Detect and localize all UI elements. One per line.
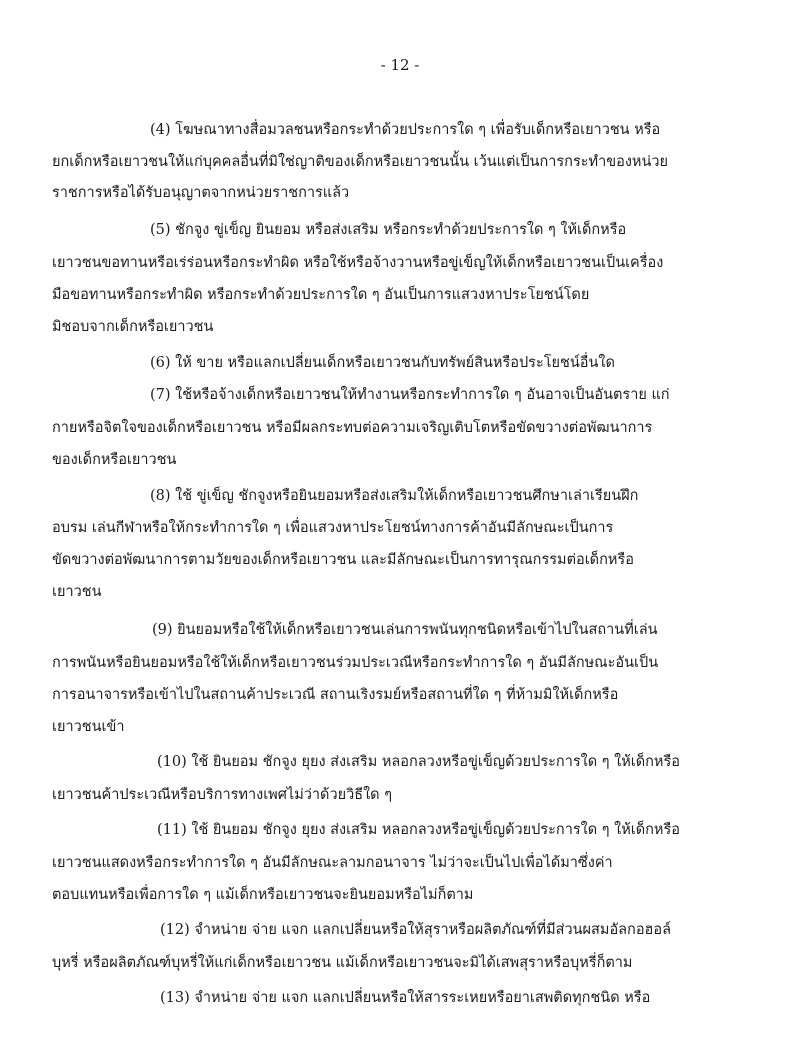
text-line: ตอบแทนหรือเพื่อการใด ๆ แม้เด็กหรือเยาวชนจะยินยอมหรือไม่ก็ตาม	[52, 887, 474, 903]
text-line: (7) ใช้หรือจ้างเด็กหรือเยาวชนให้ทำงานหรือกระทำการใด ๆ อันอาจเป็นอันตราย แก่	[150, 387, 670, 403]
text-line: (4) โฆษณาทางสื่อมวลชนหรือกระทำด้วยประการใด ๆ เพื่อรับเด็กหรือเยาวชน หรือ	[150, 122, 661, 138]
text-line: การอนาจารหรือเข้าไปในสถานค้าประเวณี สถานเริงรมย์หรือสถานที่ใด ๆ ที่ห้ามมิให้เด็กหรือ	[52, 687, 619, 703]
text-line: (13) จำหน่าย จ่าย แจก แลกเปลี่ยนหรือให้สารระเหยหรือยาเสพติดทุกชนิด หรือ	[160, 990, 651, 1006]
text-line: บุหรี่ หรือผลิตภัณฑ์บุหรี่ให้แก่เด็กหรือเยาวชน แม้เด็กหรือเยาวชนจะมิได้เสพสุราหรือบุหรี่ก็ตาม	[52, 955, 633, 971]
text-line: กายหรือจิตใจของเด็กหรือเยาวชน หรือมีผลกระทบต่อความเจริญเติบโตหรือขัดขวางต่อพัฒนาการ	[52, 420, 653, 436]
text-line: (12) จำหน่าย จ่าย แจก แลกเปลี่ยนหรือให้สุราหรือผลิตภัณฑ์ที่มีส่วนผสมอัลกอฮอล์	[160, 922, 671, 938]
text-line: เยาวชน	[52, 584, 102, 600]
text-line: เยาวชนเข้า	[52, 719, 125, 735]
text-line: (9) ยินยอมหรือใช้ให้เด็กหรือเยาวชนเล่นการพนันทุกชนิดหรือเข้าไปในสถานที่เล่น	[152, 622, 658, 638]
text-line: อบรม เล่นกีฬาหรือให้กระทำการใด ๆ เพื่อแสวงหาประโยชน์ทางการค้าอันมีลักษณะเป็นการ	[52, 520, 614, 536]
text-line: เยาวชนแสดงหรือกระทำการใด ๆ อันมีลักษณะลามกอนาจาร ไม่ว่าจะเป็นไปเพื่อได้มาซึ่งค่า	[52, 855, 613, 871]
text-line: ขัดขวางต่อพัฒนาการตามวัยของเด็กหรือเยาวชน และมีลักษณะเป็นการทารุณกรรมต่อเด็กหรือ	[52, 552, 634, 568]
text-line: มือขอทานหรือกระทำผิด หรือกระทำด้วยประการใด ๆ อันเป็นการแสวงหาประโยชน์โดย	[52, 287, 590, 303]
text-line: (8) ใช้ ขู่เข็ญ ชักจูงหรือยินยอมหรือส่งเสริมให้เด็กหรือเยาวชนศึกษาเล่าเรียนฝึก	[150, 488, 639, 504]
text-line: (11) ใช้ ยินยอม ชักจูง ยุยง ส่งเสริม หลอกลวงหรือขู่เข็ญด้วยประการใด ๆ ให้เด็กหรือ	[157, 822, 680, 838]
text-line: (10) ใช้ ยินยอม ชักจูง ยุยง ส่งเสริม หลอกลวงหรือขู่เข็ญด้วยประการใด ๆ ให้เด็กหรือ	[157, 754, 680, 770]
text-line: ยกเด็กหรือเยาวชนให้แก่บุคคลอื่นที่มิใช่ญาติของเด็กหรือเยาวชนนั้น เว้นแต่เป็นการกระทำของหน่วย	[52, 154, 669, 170]
page-number: - 12 -	[380, 56, 420, 74]
text-line: เยาวชนค้าประเวณีหรือบริการทางเพศไม่ว่าด้วยวิธีใด ๆ	[52, 787, 392, 803]
text-line: มิชอบจากเด็กหรือเยาวชน	[52, 319, 214, 335]
text-line: ของเด็กหรือเยาวชน	[52, 452, 177, 468]
text-line: ราชการหรือได้รับอนุญาตจากหน่วยราชการแล้ว	[52, 185, 350, 201]
text-line: (5) ชักจูง ขู่เข็ญ ยินยอม หรือส่งเสริม หรือกระทำด้วยประการใด ๆ ให้เด็กหรือ	[150, 222, 627, 238]
text-line: การพนันหรือยินยอมหรือใช้ให้เด็กหรือเยาวชนร่วมประเวณีหรือกระทำการใด ๆ อันมีลักษณะอันเป็น	[52, 655, 659, 671]
text-line: (6) ให้ ขาย หรือแลกเปลี่ยนเด็กหรือเยาวชนกับทรัพย์สินหรือประโยชน์อื่นใด	[150, 355, 615, 371]
text-line: เยาวชนขอทานหรือเร่ร่อนหรือกระทำผิด หรือใช้หรือจ้างวานหรือขู่เข็ญให้เด็กหรือเยาวชนเป็นเครื่อง	[52, 255, 664, 271]
